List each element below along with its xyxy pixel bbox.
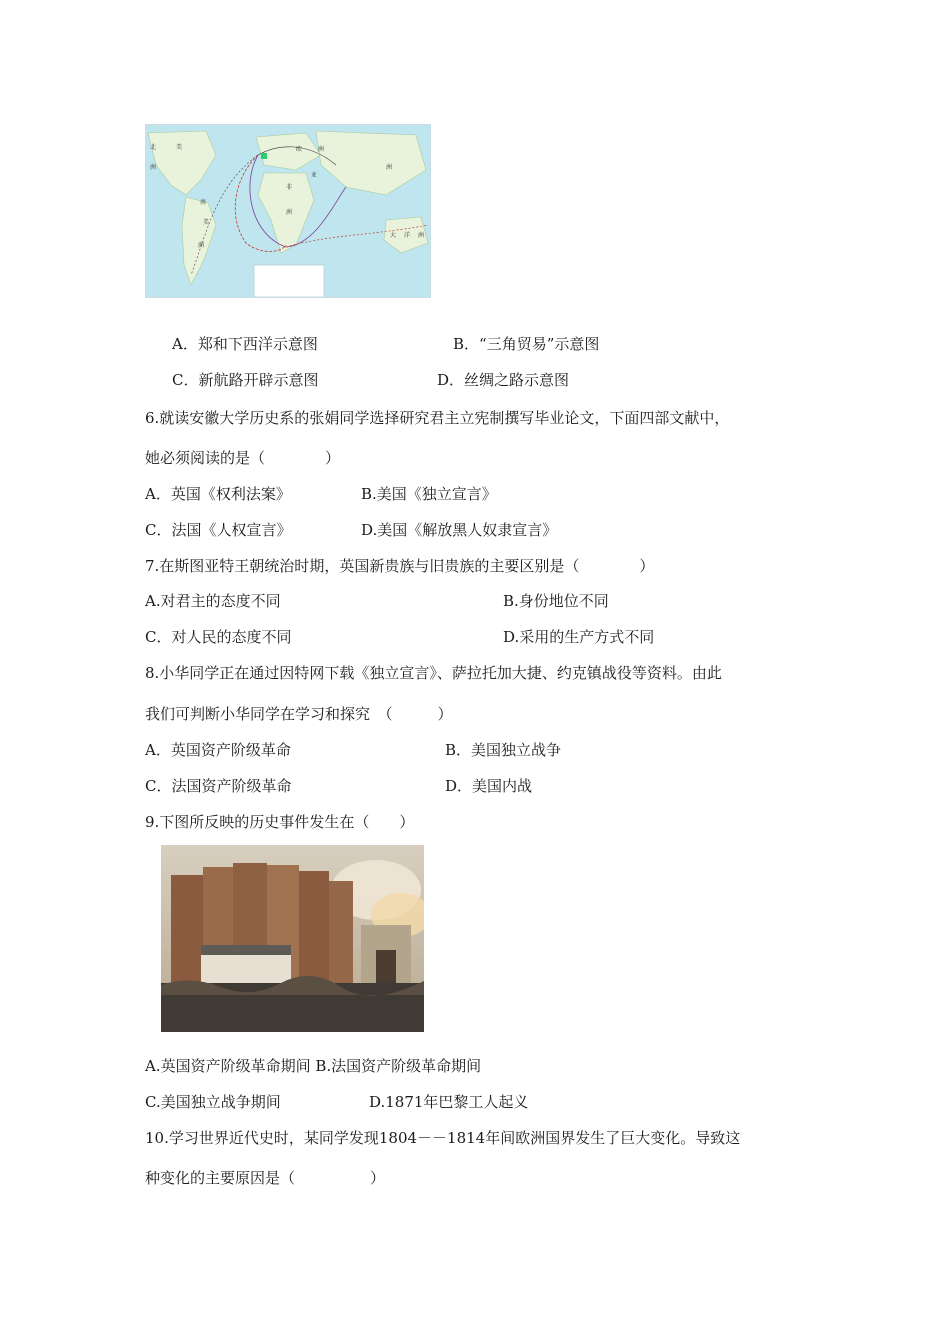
q7-stem: 7.在斯图亚特王朝统治时期，英国新贵族与旧贵族的主要区别是（ ）	[145, 557, 655, 575]
q9-option-d: D.1871年巴黎工人起义	[369, 1093, 529, 1111]
map-label-south-america-1: 南	[200, 199, 207, 206]
q9-option-ab: A.英国资产阶级革命期间 B.法国资产阶级革命期间	[145, 1057, 482, 1075]
q6-option-b: B.美国《独立宣言》	[361, 485, 497, 503]
q7-option-c: C．对人民的态度不同	[145, 628, 292, 646]
q7-option-b: B.身份地位不同	[503, 592, 609, 610]
q6-stem-line1: 6.就读安徽大学历史系的张娟同学选择研究君主立宪制撰写毕业论文，下面四部文献中，	[145, 409, 730, 427]
map-label-south-america-3: 洲	[198, 242, 205, 249]
q7-option-d: D.采用的生产方式不同	[503, 628, 655, 646]
new-route-map-figure	[145, 124, 431, 298]
q5-option-d: D．丝绸之路示意图	[437, 371, 570, 389]
q8-stem-line1: 8.小华同学正在通过因特网下载《独立宣言》、萨拉托加大捷、约克镇战役等资料。由此	[145, 664, 722, 682]
q6-stem-line2: 她必须阅读的是（ ）	[145, 449, 341, 467]
q8-option-d: D．美国内战	[445, 777, 533, 795]
map-label-africa-2: 洲	[286, 209, 293, 216]
q9-option-c: C.美国独立战争期间	[145, 1093, 281, 1111]
q10-stem-line2: 种变化的主要原因是（ ）	[145, 1169, 386, 1187]
q5-option-a: A．郑和下西洋示意图	[172, 335, 318, 353]
q8-option-b: B．美国独立战争	[445, 741, 562, 759]
q5-option-b: B．“三角贸易”示意图	[453, 335, 600, 353]
q6-option-c: C．法国《人权宣言》	[145, 521, 292, 539]
q8-option-a: A．英国资产阶级革命	[145, 741, 291, 759]
q6-option-d: D.美国《解放黑人奴隶宣言》	[361, 521, 558, 539]
map-label-south-america-2: 美	[203, 219, 210, 226]
map-label-north-america-2: 美	[176, 144, 183, 151]
map-label-north-america-1: 北	[150, 144, 157, 151]
q5-option-c: C．新航路开辟示意图	[172, 371, 319, 389]
map-label-africa-1: 非	[286, 184, 293, 191]
map-label-europe-1: 欧	[296, 146, 303, 153]
q8-option-c: C．法国资产阶级革命	[145, 777, 292, 795]
painting-drawing	[161, 845, 424, 1032]
map-label-asia-2: 洲	[386, 164, 393, 171]
map-label-oceania-3: 洲	[418, 232, 425, 239]
map-label-europe-2: 洲	[318, 146, 325, 153]
q9-stem: 9.下图所反映的历史事件发生在（ ）	[145, 813, 415, 831]
q10-stem-line1: 10.学习世界近代史时，某同学发现1804－－1814年间欧洲国界发生了巨大变化。导致这	[145, 1129, 741, 1147]
map-label-north-america-3: 洲	[150, 164, 157, 171]
map-label-oceania-2: 洋	[404, 232, 411, 239]
q6-option-a: A．英国《权利法案》	[145, 485, 291, 503]
q7-option-a: A.对君主的态度不同	[145, 592, 281, 610]
map-label-asia-1: 亚	[311, 172, 318, 179]
bastille-storming-painting	[161, 845, 424, 1032]
q8-stem-line2: 我们可判断小华同学在学习和探究 （ ）	[145, 705, 453, 723]
map-label-oceania-1: 大	[390, 232, 397, 239]
